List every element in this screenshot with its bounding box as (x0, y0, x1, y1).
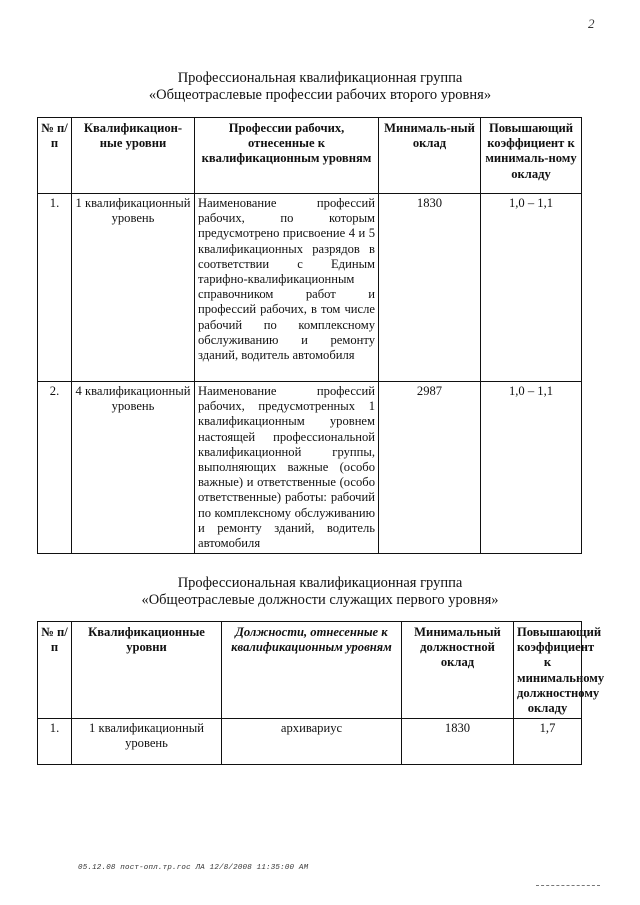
col-header-positions: Должности, отнесенные к квалификационным уровням (222, 622, 402, 719)
section2-subtitle: «Общеотраслевые должности служащих первого уровня» (141, 592, 499, 608)
row-salary: 1830 (402, 719, 514, 765)
row-level: 1 квалификационный уровень (72, 719, 222, 765)
row-salary: 1830 (379, 194, 481, 382)
table-row (38, 719, 582, 765)
row-coefficient: 1,0 – 1,1 (481, 194, 582, 382)
col-header-levels: Квалификационные уровни (72, 622, 222, 719)
section1-title: Профессиональная квалификационная группа (177, 70, 463, 86)
section2-heading (0, 575, 640, 609)
col-header-salary: Минимальный должностной оклад (402, 622, 514, 719)
row-num: 1. (38, 719, 72, 765)
col-header-num: № п/п (38, 118, 72, 194)
row-professions: Наименование профессий рабочих, по которым предусмотрено присвоение 4 и 5 квалификационных разрядов в соответствии с Единым тарифно-квалификационным справочником работ и профессий рабочих, в том числе рабочий по комплексному обслуживанию и ремонту зданий, водитель автомобиля (195, 194, 379, 382)
col-header-coefficient: Повышающий коэффициент к минимальному должностному окладу (514, 622, 582, 719)
workers-table (37, 117, 582, 554)
row-coefficient: 1,0 – 1,1 (481, 382, 582, 554)
section1-subtitle: «Общеотраслевые профессии рабочих второго уровня» (148, 87, 492, 103)
row-num: 1. (38, 194, 72, 382)
table-row (38, 194, 582, 382)
col-header-levels: Квалификацион-ные уровни (72, 118, 195, 194)
col-header-professions: Профессии рабочих, отнесенные к квалификационным уровням (195, 118, 379, 194)
row-num: 2. (38, 382, 72, 554)
employees-table (37, 621, 605, 765)
row-professions: Наименование профессий рабочих, предусмотренных 1 квалификационным уровнем настоящей профессиональной квалификационной группы, выполняющих важные (особо важные) и ответственные (особо ответственные) работы: рабочий по комплексному обслуживанию и ремонту зданий, водитель автомобиля (195, 382, 379, 554)
row-positions: архивариус (222, 719, 402, 765)
page-number: 2 (588, 16, 595, 31)
section1-heading (0, 70, 640, 104)
table-header-row (38, 118, 582, 194)
section2-title: Профессиональная квалификационная группа (177, 575, 463, 591)
col-header-coefficient: Повышающий коэффициент к минималь-ному окладу (481, 118, 582, 194)
row-level: 1 квалификационный уровень (72, 194, 195, 382)
row-level: 4 квалификационный уровень (72, 382, 195, 554)
table-row (38, 382, 582, 554)
col-header-salary: Минималь-ный оклад (379, 118, 481, 194)
row-coefficient: 1,7 (514, 719, 582, 765)
row-salary: 2987 (379, 382, 481, 554)
scan-artifact-line (536, 885, 600, 886)
document-footer: 05.12.08 пост-опл.тр.гос ЛА 12/8/2008 11:35:00 AM (78, 864, 309, 872)
col-header-num: № п/п (38, 622, 72, 719)
table-header-row (38, 622, 582, 719)
